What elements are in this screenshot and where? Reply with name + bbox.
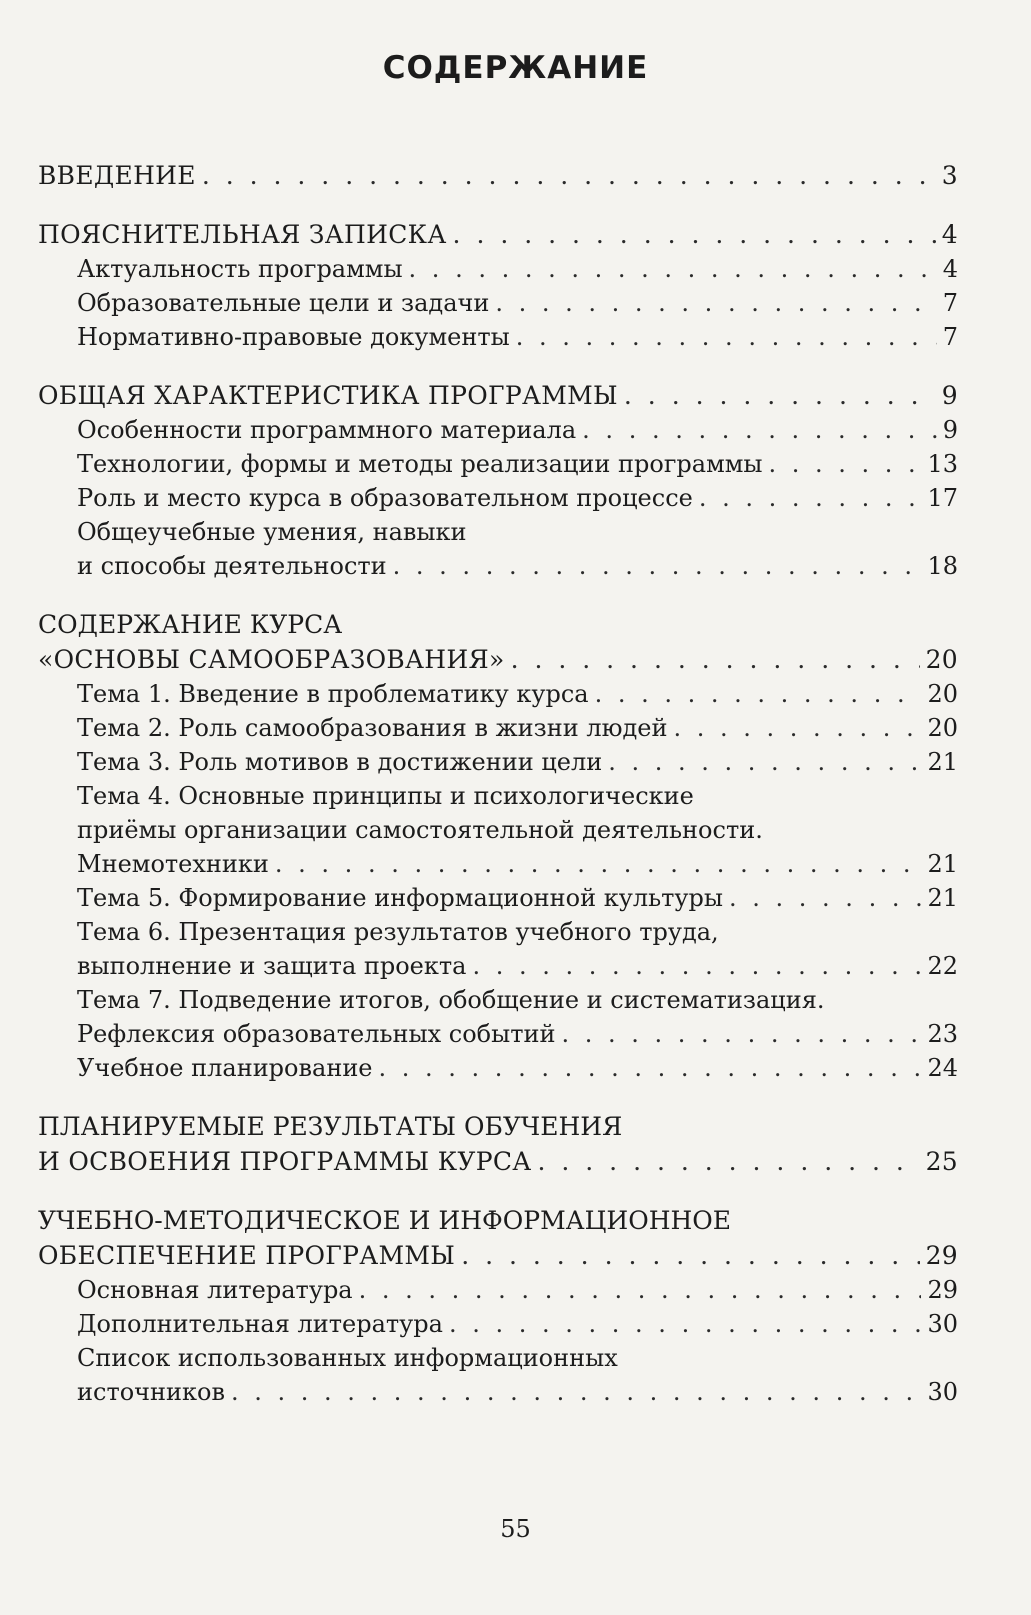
dot-leader bbox=[624, 378, 936, 413]
dot-leader bbox=[359, 1273, 922, 1307]
toc-item-label: Рефлексия образовательных событий bbox=[77, 1020, 556, 1048]
toc-item-line: Тема 6. Презентация результатов учебного труда, bbox=[77, 918, 719, 946]
dot-leader bbox=[393, 549, 922, 583]
toc-item-label: Особенности программного материала bbox=[77, 416, 577, 444]
dot-leader bbox=[699, 481, 922, 515]
toc-item-page: 20 bbox=[927, 714, 958, 742]
toc-item bbox=[38, 481, 958, 515]
toc-item-label: Учебное планирование bbox=[77, 1054, 373, 1082]
table-of-contents bbox=[38, 158, 958, 1433]
toc-item bbox=[38, 1375, 958, 1409]
toc-section-heading-label: ВВЕДЕНИЕ bbox=[38, 161, 196, 190]
toc-item-label: и способы деятельности bbox=[77, 552, 387, 580]
toc-item-label: Тема 2. Роль самообразования в жизни людей bbox=[77, 714, 668, 742]
toc-item-label: Тема 1. Введение в проблематику курса bbox=[77, 680, 589, 708]
toc-item-page: 18 bbox=[927, 552, 958, 580]
toc-item bbox=[38, 677, 958, 711]
toc-item-label: Актуальность программы bbox=[77, 255, 403, 283]
toc-item-label: Образовательные цели и задачи bbox=[77, 289, 490, 317]
dot-leader bbox=[472, 949, 921, 983]
toc-item-page: 7 bbox=[942, 323, 958, 351]
toc-section-heading-label: ПОЯСНИТЕЛЬНАЯ ЗАПИСКА bbox=[38, 220, 447, 249]
toc-item bbox=[38, 949, 958, 983]
toc-section-heading-label: ОБЩАЯ ХАРАКТЕРИСТИКА ПРОГРАММЫ bbox=[38, 381, 618, 410]
dot-leader bbox=[511, 642, 920, 677]
toc-item-label: источников bbox=[77, 1378, 225, 1406]
toc-section-heading-page: 20 bbox=[925, 645, 958, 674]
toc-item bbox=[38, 1017, 958, 1051]
toc-item-label: Нормативно-правовые документы bbox=[77, 323, 510, 351]
toc-item-label: Дополнительная литература bbox=[77, 1310, 443, 1338]
toc-item-page: 24 bbox=[927, 1054, 958, 1082]
toc-item-label: Тема 3. Роль мотивов в достижении цели bbox=[77, 748, 603, 776]
toc-item-line: Тема 7. Подведение итогов, обобщение и систематизация. bbox=[77, 986, 825, 1014]
toc-item bbox=[38, 1273, 958, 1307]
toc-item bbox=[38, 413, 958, 447]
toc-section bbox=[38, 607, 958, 1085]
toc-item-label: Мнемотехники bbox=[77, 850, 269, 878]
toc-item bbox=[38, 447, 958, 481]
toc-section-heading-page: 9 bbox=[941, 381, 958, 410]
page-number: 55 bbox=[500, 1515, 531, 1543]
toc-section-heading-page: 29 bbox=[925, 1241, 958, 1270]
toc-section-heading bbox=[38, 378, 958, 413]
dot-leader bbox=[495, 286, 936, 320]
toc-item-page: 13 bbox=[927, 450, 958, 478]
toc-section bbox=[38, 1203, 958, 1409]
toc-section-heading-line: УЧЕБНО-МЕТОДИЧЕСКОЕ И ИНФОРМАЦИОННОЕ bbox=[38, 1206, 732, 1235]
toc-section-heading-line: СОДЕРЖАНИЕ КУРСА bbox=[38, 610, 343, 639]
page-title: СОДЕРЖАНИЕ bbox=[382, 50, 649, 86]
dot-leader bbox=[516, 320, 937, 354]
toc-item bbox=[38, 549, 958, 583]
toc-item-page: 17 bbox=[927, 484, 958, 512]
dot-leader bbox=[379, 1051, 922, 1085]
toc-section-heading-page: 3 bbox=[941, 161, 958, 190]
dot-leader bbox=[608, 745, 921, 779]
toc-item-page: 4 bbox=[942, 255, 958, 283]
dot-leader bbox=[453, 217, 936, 252]
dot-leader bbox=[538, 1144, 920, 1179]
toc-section-heading bbox=[38, 158, 958, 193]
toc-item bbox=[38, 745, 958, 779]
toc-section-heading-label: «ОСНОВЫ САМООБРАЗОВАНИЯ» bbox=[38, 645, 505, 674]
dot-leader bbox=[202, 158, 936, 193]
toc-section-heading-page: 4 bbox=[941, 220, 958, 249]
toc-item bbox=[38, 286, 958, 320]
toc-item-page: 29 bbox=[927, 1276, 958, 1304]
toc-item-label: Технологии, формы и методы реализации программы bbox=[77, 450, 763, 478]
dot-leader bbox=[449, 1307, 921, 1341]
toc-item-page: 9 bbox=[942, 416, 958, 444]
toc-item bbox=[38, 1307, 958, 1341]
toc-item-label: Роль и место курса в образовательном процессе bbox=[77, 484, 693, 512]
toc-item bbox=[38, 252, 958, 286]
toc-item-page: 7 bbox=[942, 289, 958, 317]
toc-section bbox=[38, 378, 958, 583]
toc-item-page: 21 bbox=[927, 748, 958, 776]
toc-section-heading-label: ОБЕСПЕЧЕНИЕ ПРОГРАММЫ bbox=[38, 1241, 456, 1270]
toc-section bbox=[38, 1109, 958, 1179]
toc-section-heading-label: И ОСВОЕНИЯ ПРОГРАММЫ КУРСА bbox=[38, 1147, 532, 1176]
dot-leader bbox=[673, 711, 921, 745]
toc-item-line: приёмы организации самостоятельной деятельности. bbox=[77, 816, 763, 844]
toc-item-page: 21 bbox=[927, 850, 958, 878]
toc-item-page: 23 bbox=[927, 1020, 958, 1048]
toc-item bbox=[38, 881, 958, 915]
dot-leader bbox=[729, 881, 921, 915]
toc-item-page: 30 bbox=[927, 1310, 958, 1338]
toc-item-label: выполнение и защита проекта bbox=[77, 952, 467, 980]
dot-leader bbox=[231, 1375, 921, 1409]
dot-leader bbox=[595, 677, 922, 711]
toc-section bbox=[38, 158, 958, 193]
dot-leader bbox=[275, 847, 922, 881]
toc-section-heading-page: 25 bbox=[925, 1147, 958, 1176]
toc-item-page: 30 bbox=[927, 1378, 958, 1406]
toc-item-page: 21 bbox=[927, 884, 958, 912]
toc-item bbox=[38, 320, 958, 354]
toc-section bbox=[38, 217, 958, 354]
toc-item-line: Общеучебные умения, навыки bbox=[77, 518, 467, 546]
toc-item bbox=[38, 711, 958, 745]
toc-item bbox=[38, 1051, 958, 1085]
toc-item-line: Список использованных информационных bbox=[77, 1344, 618, 1372]
toc-item-line: Тема 4. Основные принципы и психологические bbox=[77, 782, 694, 810]
toc-item bbox=[38, 847, 958, 881]
dot-leader bbox=[409, 252, 937, 286]
toc-section-heading bbox=[38, 1238, 958, 1273]
toc-item-page: 22 bbox=[927, 952, 958, 980]
toc-section-heading bbox=[38, 642, 958, 677]
dot-leader bbox=[562, 1017, 922, 1051]
toc-item-label: Основная литература bbox=[77, 1276, 353, 1304]
toc-section-heading bbox=[38, 1144, 958, 1179]
toc-item-label: Тема 5. Формирование информационной культуры bbox=[77, 884, 724, 912]
dot-leader bbox=[769, 447, 922, 481]
toc-item-page: 20 bbox=[927, 680, 958, 708]
dot-leader bbox=[461, 1238, 919, 1273]
toc-section-heading-line: ПЛАНИРУЕМЫЕ РЕЗУЛЬТАТЫ ОБУЧЕНИЯ bbox=[38, 1112, 623, 1141]
toc-section-heading bbox=[38, 217, 958, 252]
dot-leader bbox=[582, 413, 937, 447]
